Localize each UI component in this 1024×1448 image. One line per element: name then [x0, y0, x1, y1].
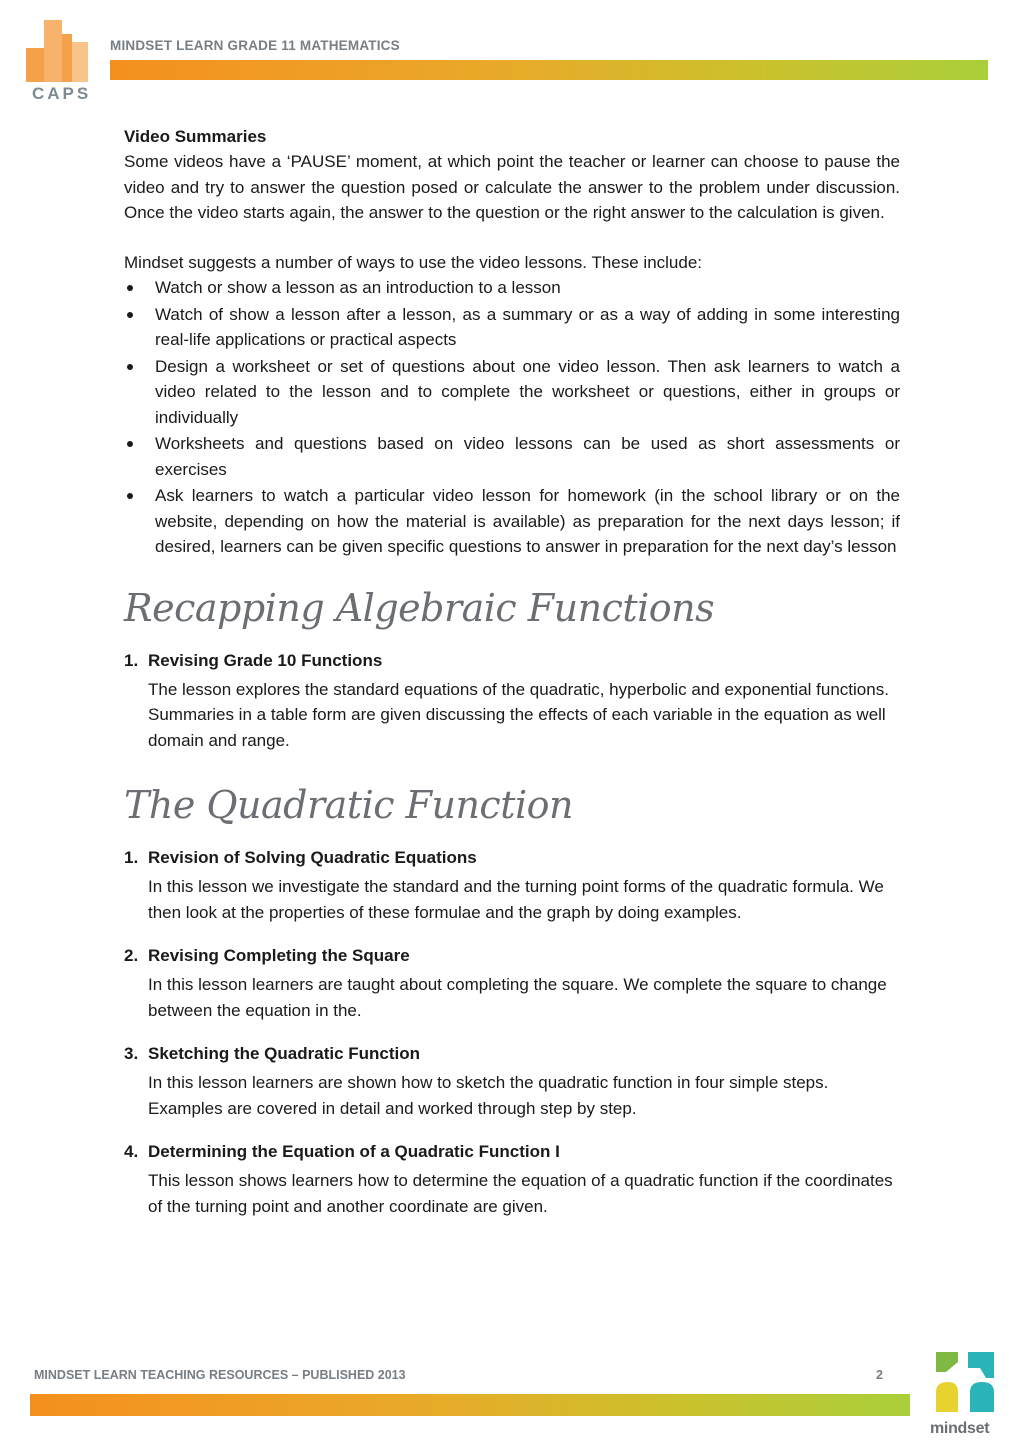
lesson-item [124, 943, 900, 1023]
lesson-description: In this lesson learners are taught about completing the square. We complete the square to change between the equation in the. [148, 975, 887, 1020]
suggestion-list [124, 275, 900, 560]
lesson-description: In this lesson learners are shown how to sketch the quadratic function in four simple steps. Examples are covered in detail and worked through step by step. [148, 1073, 829, 1118]
lesson-title: Determining the Equation of a Quadratic Function I [148, 1142, 560, 1161]
bullet-icon [127, 285, 133, 291]
lesson-item [124, 845, 900, 925]
page-content [124, 124, 900, 1219]
bullet-icon [127, 364, 133, 370]
footer-text: MINDSET LEARN TEACHING RESOURCES – PUBLISHED 2013 [34, 1368, 406, 1382]
list-item: Design a worksheet or set of questions about one video lesson. Then ask learners to watch a video related to the lesson and to complete the worksheet or questions, either in groups or individually [124, 354, 900, 431]
video-summaries-intro: Some videos have a ‘PAUSE’ moment, at which point the teacher or learner can choose to pause the video and try to answer the question posed or calculate the answer to the problem under discussion. Once the video starts again, the answer to the question or the right answer to the calculation is given. [124, 152, 900, 222]
lesson-title: Revising Completing the Square [148, 946, 410, 965]
video-suggestions-intro: Mindset suggests a number of ways to use the video lessons. These include: [124, 252, 703, 272]
section-heading-recapping: Recapping Algebraic Functions [124, 585, 715, 630]
list-item: Worksheets and questions based on video lessons can be used as short assessments or exercises [124, 431, 900, 482]
lesson-description: This lesson shows learners how to determine the equation of a quadratic function if the coordinates of the turning point and another coordinate are given. [148, 1171, 893, 1216]
lesson-description: The lesson explores the standard equations of the quadratic, hyperbolic and exponential functions. Summaries in a table form are given discussing the effects of each variable in the equation as well domain and range. [148, 679, 889, 750]
lesson-description: In this lesson we investigate the standard and the turning point forms of the quadratic formula. We then look at the properties of these formulae and the graph by doing examples. [148, 877, 884, 922]
page-number: 2 [876, 1368, 883, 1382]
bullet-icon [127, 441, 133, 447]
header-title: MINDSET LEARN GRADE 11 MATHEMATICS [110, 38, 400, 53]
lesson-item [124, 1139, 900, 1219]
section-heading-quadratic: The Quadratic Function [124, 783, 573, 827]
bullet-icon [127, 312, 133, 318]
lesson-number: 4. [124, 1142, 139, 1161]
mindset-brand-text: mindset [930, 1420, 990, 1437]
list-item: Watch or show a lesson as an introduction to a lesson [124, 275, 900, 301]
footer-band [30, 1394, 910, 1416]
lesson-number: 1. [124, 650, 139, 670]
lesson-title: Revision of Solving Quadratic Equations [148, 848, 477, 867]
list-item: Watch of show a lesson after a lesson, as a summary or as a way of adding in some interesting real-life applications or practical aspects [124, 302, 900, 353]
list-item: Ask learners to watch a particular video lesson for homework (in the school library or on the website, depending on how the material is available) as preparation for the next days lesson; if desired, learners can be given specific questions to answer in preparation for the next day’s lesson [124, 483, 900, 560]
bullet-icon [127, 493, 133, 499]
caps-logo [26, 18, 92, 104]
video-summaries-title: Video Summaries [124, 127, 267, 146]
caps-logo-text: CAPS [32, 84, 92, 103]
header-band [110, 60, 988, 80]
lesson-title: Revising Grade 10 Functions [148, 650, 383, 670]
lesson-number: 1. [124, 848, 139, 867]
lesson-item [124, 1041, 900, 1121]
lesson-number: 2. [124, 946, 139, 965]
lesson-number: 3. [124, 1044, 139, 1063]
lesson-title: Sketching the Quadratic Function [148, 1044, 421, 1063]
lesson-item [124, 648, 900, 754]
